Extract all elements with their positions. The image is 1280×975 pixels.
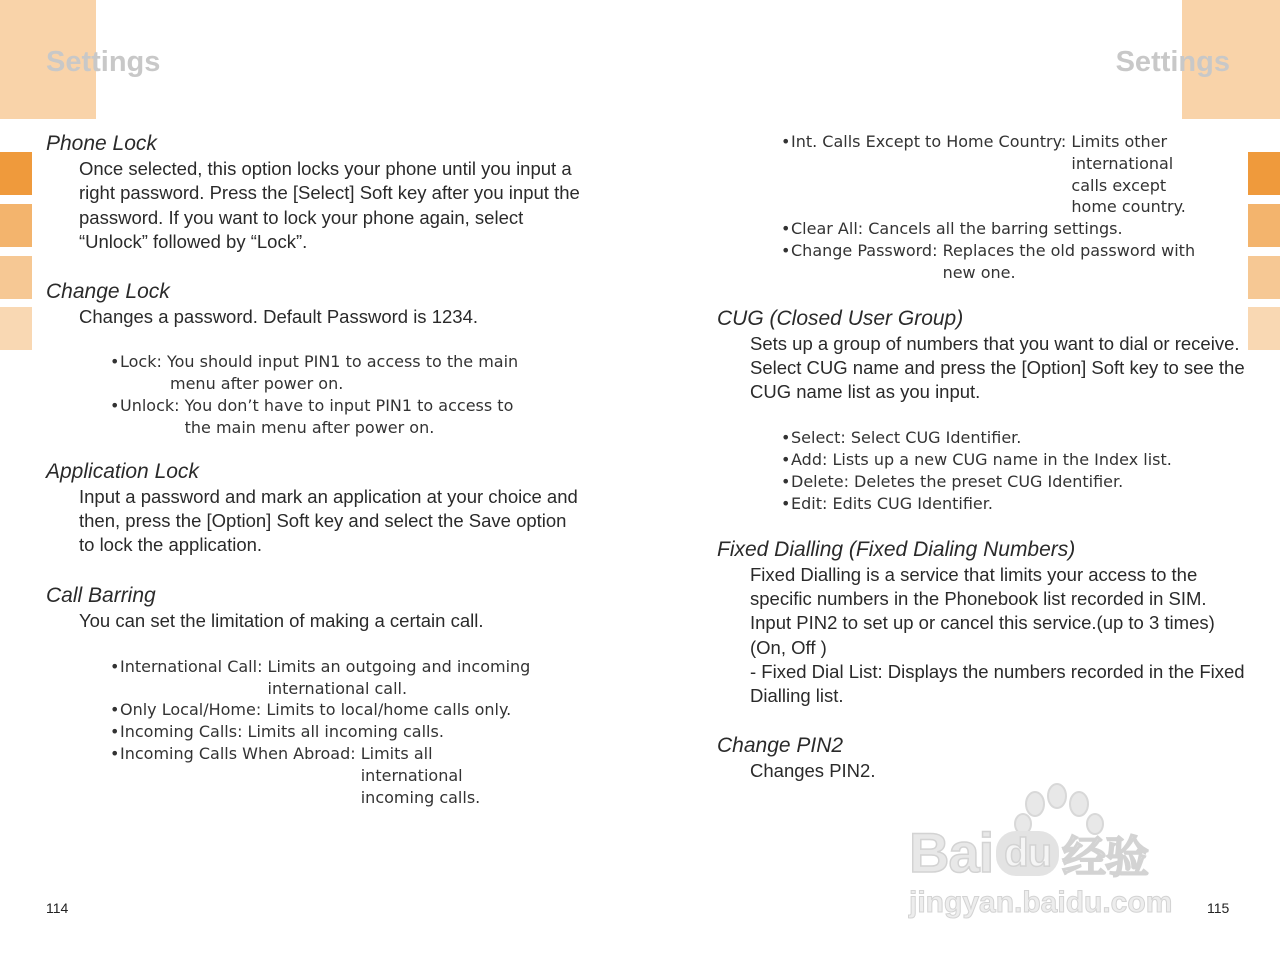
side-tab-right-1 <box>1248 152 1280 195</box>
bullet-desc <box>361 743 481 808</box>
list-item <box>781 240 1247 284</box>
bullet-icon: • <box>781 219 791 239</box>
list-item <box>110 656 586 700</box>
bullet-desc-line: international <box>1071 153 1174 173</box>
watermark-brand <box>909 820 1148 885</box>
side-tab-right-3 <box>1248 256 1280 299</box>
bullet-icon: • <box>781 493 791 513</box>
list-item-continuation <box>110 373 586 395</box>
bullet-desc <box>248 721 444 743</box>
bullet-label: Lock: <box>120 352 167 372</box>
bullet-desc-line: international <box>360 765 463 785</box>
section-body: Sets up a group of numbers that you want to dial or receive. Select CUG name and press the [Option] Soft key to see the CUG name list as you input. <box>750 332 1245 403</box>
section-title: Application Lock <box>46 459 199 483</box>
right-page-column <box>717 131 1247 784</box>
bullet-desc <box>832 449 1171 471</box>
bullet-desc-line: Lists up a new CUG name in the Index list. <box>832 450 1172 470</box>
bullet-icon: • <box>110 722 120 742</box>
list-item <box>110 699 586 721</box>
bullet-icon: • <box>110 396 120 416</box>
bullet-label: Unlock: <box>120 396 185 416</box>
bullet-label: Int. Calls Except to Home Country: <box>791 132 1072 151</box>
section-body: Changes PIN2. <box>750 760 876 782</box>
section-application-lock <box>46 459 586 558</box>
section-fixed-dialling <box>717 537 1247 709</box>
bullet-desc-line: international call. <box>267 678 408 698</box>
list-item <box>781 218 1247 240</box>
bullet-label: Select: <box>791 428 851 448</box>
section-cug <box>717 306 1247 515</box>
section-title: Fixed Dialling (Fixed Dialing Numbers) <box>717 537 1076 561</box>
section-body: Input a password and mark an application at your choice and then, press the [Option] Soft key and select the Save option to lock the application. <box>79 485 578 556</box>
bullet-desc-line: You don’t have to input PIN1 to access to <box>184 396 514 416</box>
section-body: You can set the limitation of making a certain call. <box>79 609 484 631</box>
bullet-desc-line: Limits an outgoing and incoming <box>267 656 531 676</box>
bullet-desc-line: home country. <box>1071 197 1186 217</box>
bullet-desc-line: Replaces the old password with <box>942 240 1196 260</box>
section-phone-lock <box>46 131 586 254</box>
list-item <box>110 395 586 439</box>
list-item <box>110 721 586 743</box>
list-item <box>781 449 1247 471</box>
watermark-url: jingyan.baidu.com <box>909 886 1173 919</box>
section-title: CUG (Closed User Group) <box>717 306 964 330</box>
bullet-list <box>781 427 1247 514</box>
bullet-desc-line: Limits all <box>360 744 433 764</box>
bullet-desc <box>832 493 992 515</box>
bullet-desc <box>185 395 514 439</box>
list-item <box>781 427 1247 449</box>
list-item <box>781 471 1247 493</box>
bullet-list-call-barring-cont <box>781 131 1247 284</box>
bullet-desc-line: Deletes the preset CUG Identifier. <box>854 472 1124 492</box>
side-tab-right-4 <box>1248 307 1280 350</box>
bullet-desc <box>851 427 1022 449</box>
list-item <box>110 351 586 373</box>
watermark-cn: 经验 <box>1062 833 1149 882</box>
bullet-icon: • <box>781 132 791 151</box>
bullet-label: Only Local/Home: <box>120 700 267 720</box>
bullet-desc <box>266 699 511 721</box>
watermark-brand-text: Bai <box>909 821 994 884</box>
bullet-label: Clear All: <box>791 219 869 239</box>
bullet-desc-line: You should input PIN1 to access to the main <box>166 352 519 372</box>
baidu-watermark <box>905 780 1205 930</box>
page-title-left: Settings <box>46 46 161 78</box>
bullet-label: Incoming Calls When Abroad: <box>120 744 361 764</box>
bullet-icon: • <box>781 240 791 260</box>
page-title-right: Settings <box>1115 46 1230 78</box>
bullet-desc <box>868 218 1122 240</box>
bullet-label: International Call: <box>120 656 268 676</box>
bullet-list <box>110 351 586 438</box>
bullet-desc-line: Cancels all the barring settings. <box>868 219 1123 239</box>
bullet-list <box>110 656 586 809</box>
bullet-icon: • <box>110 352 120 372</box>
list-item <box>110 743 586 808</box>
bullet-desc <box>854 471 1123 493</box>
section-title: Phone Lock <box>46 132 157 155</box>
left-page-column <box>46 131 586 808</box>
section-title: Change Lock <box>46 280 170 304</box>
section-body: Once selected, this option locks your phone until you input a right password. Press the [Select] Soft key after you input the password. If you want to lock your phone again, select “Unlock” followed by “Lock”. <box>79 158 580 252</box>
bullet-desc-line: menu after power on. <box>170 374 344 394</box>
bullet-icon: • <box>781 428 791 448</box>
bullet-desc <box>268 656 531 700</box>
side-tab-left-1 <box>0 152 32 195</box>
page-number-right: 115 <box>1207 900 1230 916</box>
section-call-barring <box>46 583 586 809</box>
bullet-desc <box>167 351 518 373</box>
page-number-left: 114 <box>46 900 69 916</box>
section-change-pin2 <box>717 733 1247 783</box>
bullet-icon: • <box>110 700 120 720</box>
side-tab-left-2 <box>0 204 32 247</box>
side-tab-left-3 <box>0 256 32 299</box>
list-item <box>781 493 1247 515</box>
section-title: Call Barring <box>46 583 156 607</box>
bullet-label: Incoming Calls: <box>120 722 248 742</box>
watermark-brand-du: du <box>996 831 1059 876</box>
bullet-label: Delete: <box>791 472 855 492</box>
bullet-label: Change Password: <box>791 240 943 260</box>
bullet-desc-line: Select CUG Identifier. <box>850 428 1022 448</box>
bullet-desc-line: Edits CUG Identifier. <box>832 493 993 513</box>
bullet-label: Edit: <box>791 493 833 513</box>
bullet-desc-line: new one. <box>942 262 1016 282</box>
bullet-desc-line: Limits other <box>1071 132 1168 151</box>
bullet-desc-line: the main menu after power on. <box>184 417 435 437</box>
bullet-desc <box>943 240 1196 284</box>
bullet-icon: • <box>110 656 120 676</box>
bullet-label: Add: <box>791 450 833 470</box>
section-body-fixed-dial-list: - Fixed Dial List: Displays the numbers recorded in the Fixed Dialling list. <box>750 660 1245 707</box>
side-tab-left-4 <box>0 307 32 350</box>
list-item <box>781 131 1247 218</box>
bullet-desc-line: incoming calls. <box>360 787 481 807</box>
bullet-desc <box>1071 131 1185 218</box>
section-change-lock <box>46 279 586 438</box>
bullet-desc-line: Limits all incoming calls. <box>247 722 444 742</box>
bullet-icon: • <box>110 744 120 764</box>
side-tab-right-2 <box>1248 204 1280 247</box>
bullet-icon: • <box>781 472 791 492</box>
section-title: Change PIN2 <box>717 734 844 758</box>
section-body: Changes a password. Default Password is 1234. <box>79 306 478 328</box>
section-body: Fixed Dialling is a service that limits your access to the specific numbers in the Phonebook list recorded in SIM. Input PIN2 to set up or cancel this service.(up to 3 times) (On, Off ) <box>750 563 1215 658</box>
bullet-icon: • <box>781 450 791 470</box>
bullet-desc-line: calls except <box>1071 175 1167 195</box>
bullet-desc-line: Limits to local/home calls only. <box>266 700 512 720</box>
